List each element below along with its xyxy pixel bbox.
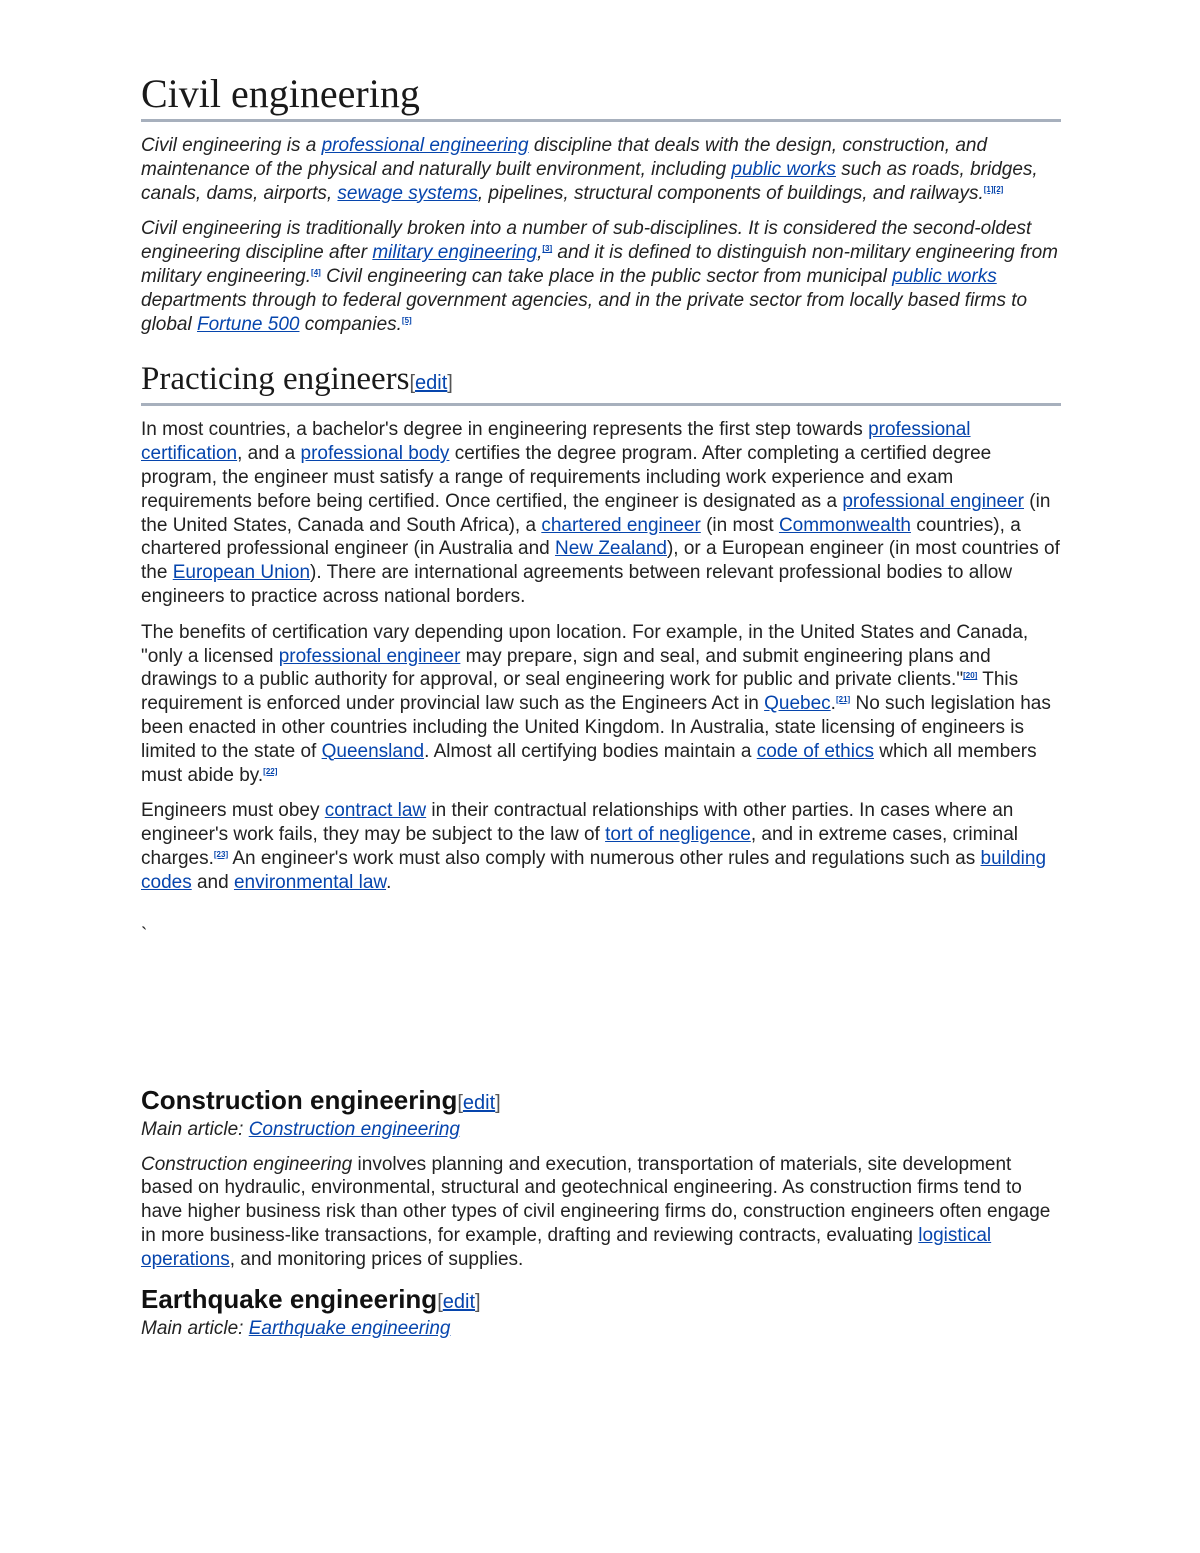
edit-bracket-open: [ — [409, 372, 416, 395]
text-span: An engineer's work must also comply with numerous other rules and regulations such as — [228, 847, 981, 869]
text-span: and — [191, 871, 234, 893]
text-span: This requirement is enforced under provincial law such as the Engineers Act in — [141, 669, 1019, 715]
edit-bracket-close: ] — [475, 1290, 481, 1313]
link-professional-body[interactable]: professional body — [300, 443, 450, 465]
text-span: may prepare, sign and seal, and submit engineering plans and drawings to a public authority for approval, or seal engineering work for public and private clients." — [141, 645, 991, 691]
link-quebec[interactable]: Quebec — [764, 693, 831, 715]
link-main-article-earthquake-engineering[interactable]: Earthquake engineering — [248, 1317, 451, 1339]
citation-ref[interactable]: [20] — [963, 671, 978, 681]
practicing-paragraph-3 — [141, 799, 1061, 894]
edit-link[interactable]: edit — [415, 372, 448, 395]
text-span: discipline that deals with the design, construction, and maintenance of the physical and naturally built environment, including — [141, 135, 988, 180]
section-heading-earthquake-engineering — [141, 1284, 1061, 1317]
text-span: involves planning and execution, transportation of materials, site development based on hydraulic, environmental, structural and geotechnical engineering. As construction firms tend to have higher business risk than other types of civil engineering firms do, construction engineers often engage in more business-like transactions, for example, drafting and reviewing contracts, evaluating — [141, 1153, 1051, 1246]
intro-paragraph-2 — [141, 217, 1061, 336]
text-span: Civil engineering is a — [141, 135, 322, 156]
text-span: departments through to federal government agencies, and in the private sector from locally based firms to global — [141, 289, 1028, 335]
edit-section-link — [437, 1291, 480, 1313]
text-span: The benefits of certification vary depending upon location. For example, in the United States and Canada, "only a licensed — [141, 621, 1029, 667]
article — [141, 70, 1061, 1340]
text-span: In most countries, a bachelor's degree in engineering represents the first step towards — [141, 419, 869, 441]
section-heading-construction-engineering — [141, 1085, 1061, 1118]
link-new-zealand[interactable]: New Zealand — [555, 538, 667, 560]
section-title: Construction engineering — [141, 1084, 458, 1115]
text-span: and it is defined to distinguish non-military engineering from military engineering. — [141, 242, 1059, 287]
link-code-of-ethics[interactable]: code of ethics — [756, 740, 874, 762]
text-span: Engineers must obey — [141, 800, 325, 822]
citation-ref[interactable]: [3] — [542, 244, 553, 254]
link-commonwealth[interactable]: Commonwealth — [778, 514, 911, 536]
text-span: No such legislation has been enacted in other countries including the United Kingdom. In Australia, state licensing of engineers is limited to the state of — [141, 693, 1051, 762]
section-title: Earthquake engineering — [141, 1283, 438, 1314]
link-public-works[interactable]: public works — [892, 265, 997, 287]
link-professional-engineering[interactable]: professional engineering — [321, 135, 529, 156]
text-span: (in the United States, Canada and South Africa), a — [141, 490, 1051, 536]
section-heading-practicing-engineers — [141, 360, 1061, 406]
text-span: , and monitoring prices of supplies. — [229, 1248, 524, 1270]
construction-paragraph-1 — [141, 1153, 1061, 1272]
link-professional-certification[interactable]: professional certification — [141, 419, 971, 465]
text-span: . — [386, 871, 392, 893]
citation-ref[interactable]: [21] — [835, 695, 851, 705]
page-title: Civil engineering — [141, 70, 1061, 122]
text-span: companies. — [299, 313, 402, 335]
text-span: ), or a European engineer (in most countries of the — [141, 538, 1060, 584]
citation-ref[interactable]: [1][2] — [983, 184, 1004, 194]
text-span: which all members must abide by. — [141, 740, 1037, 786]
text-span: Civil engineering can take place in the public sector from municipal — [320, 265, 893, 287]
link-main-article-construction-engineering[interactable]: Construction engineering — [248, 1118, 460, 1140]
text-span: , pipelines, structural components of buildings, and railways. — [477, 182, 984, 204]
main-article-prefix: Main article: — [141, 1118, 249, 1140]
text-span: Civil engineering is traditionally broken into a number of sub-disciplines. It is considered the second-oldest engineering discipline after — [141, 218, 1032, 264]
citation-ref[interactable]: [22] — [263, 766, 278, 776]
text-span: certifies the degree program. After completing a certified degree program, the engineer must satisfy a range of requirements including work experience and exam requirements before being certified. Once certified, the engineer is designated as a — [141, 443, 992, 512]
link-professional-engineer[interactable]: professional engineer — [842, 490, 1024, 512]
main-article-note — [141, 1317, 1061, 1340]
text-span: . Almost all certifying bodies maintain a — [424, 740, 757, 762]
link-environmental-law[interactable]: environmental law — [233, 871, 387, 893]
edit-link[interactable]: edit — [442, 1290, 475, 1313]
edit-bracket-close: ] — [495, 1091, 501, 1114]
text-span: , — [537, 242, 543, 264]
practicing-paragraph-2 — [141, 621, 1061, 788]
text-span: in their contractual relationships with other parties. In cases where an engineer's work fails, they may be subject to the law of — [141, 800, 1014, 846]
citation-ref[interactable]: [5] — [401, 315, 412, 325]
citation-ref[interactable]: [4] — [311, 267, 321, 277]
edit-link[interactable]: edit — [462, 1091, 496, 1114]
edit-section-link — [457, 1092, 500, 1114]
italic-term: Construction engineering — [141, 1153, 353, 1175]
practicing-paragraph-1 — [141, 418, 1061, 608]
section-title: Practicing engineers — [141, 361, 410, 398]
text-span: , and a — [237, 443, 301, 465]
link-contract-law[interactable]: contract law — [324, 800, 427, 822]
main-article-note — [141, 1118, 1061, 1141]
stray-mark: ` — [141, 924, 148, 946]
link-european-union[interactable]: European Union — [172, 562, 311, 584]
text-span: , and in extreme cases, criminal charges. — [141, 824, 1019, 869]
edit-bracket-open: [ — [457, 1091, 463, 1114]
edit-bracket-open: [ — [437, 1290, 443, 1313]
main-article-prefix: Main article: — [141, 1317, 249, 1339]
edit-bracket-close: ] — [447, 372, 453, 395]
text-span: . — [830, 693, 836, 715]
text-span: such as roads, bridges, canals, dams, airports, — [141, 158, 1038, 204]
link-tort-of-negligence[interactable]: tort of negligence — [605, 824, 751, 846]
intro-paragraph-1 — [141, 134, 1061, 205]
link-logistical-operations[interactable]: logistical operations — [141, 1224, 992, 1270]
citation-ref[interactable]: [23] — [213, 849, 229, 859]
link-queensland[interactable]: Queensland — [321, 740, 425, 762]
link-professional-engineer[interactable]: professional engineer — [278, 645, 461, 667]
link-building-codes[interactable]: building codes — [141, 847, 1047, 893]
text-span: countries), a chartered professional engineer (in Australia and — [141, 514, 1021, 560]
edit-section-link — [409, 372, 452, 394]
link-fortune-500[interactable]: Fortune 500 — [197, 313, 300, 335]
text-span: ). There are international agreements between relevant professional bodies to allow engineers to practice across national borders. — [141, 562, 1013, 607]
link-military-engineering[interactable]: military engineering — [372, 242, 538, 264]
link-sewage-systems[interactable]: sewage systems — [337, 182, 478, 204]
link-chartered-engineer[interactable]: chartered engineer — [541, 514, 701, 536]
link-public-works[interactable]: public works — [731, 158, 836, 180]
text-span: (in most — [700, 514, 779, 536]
